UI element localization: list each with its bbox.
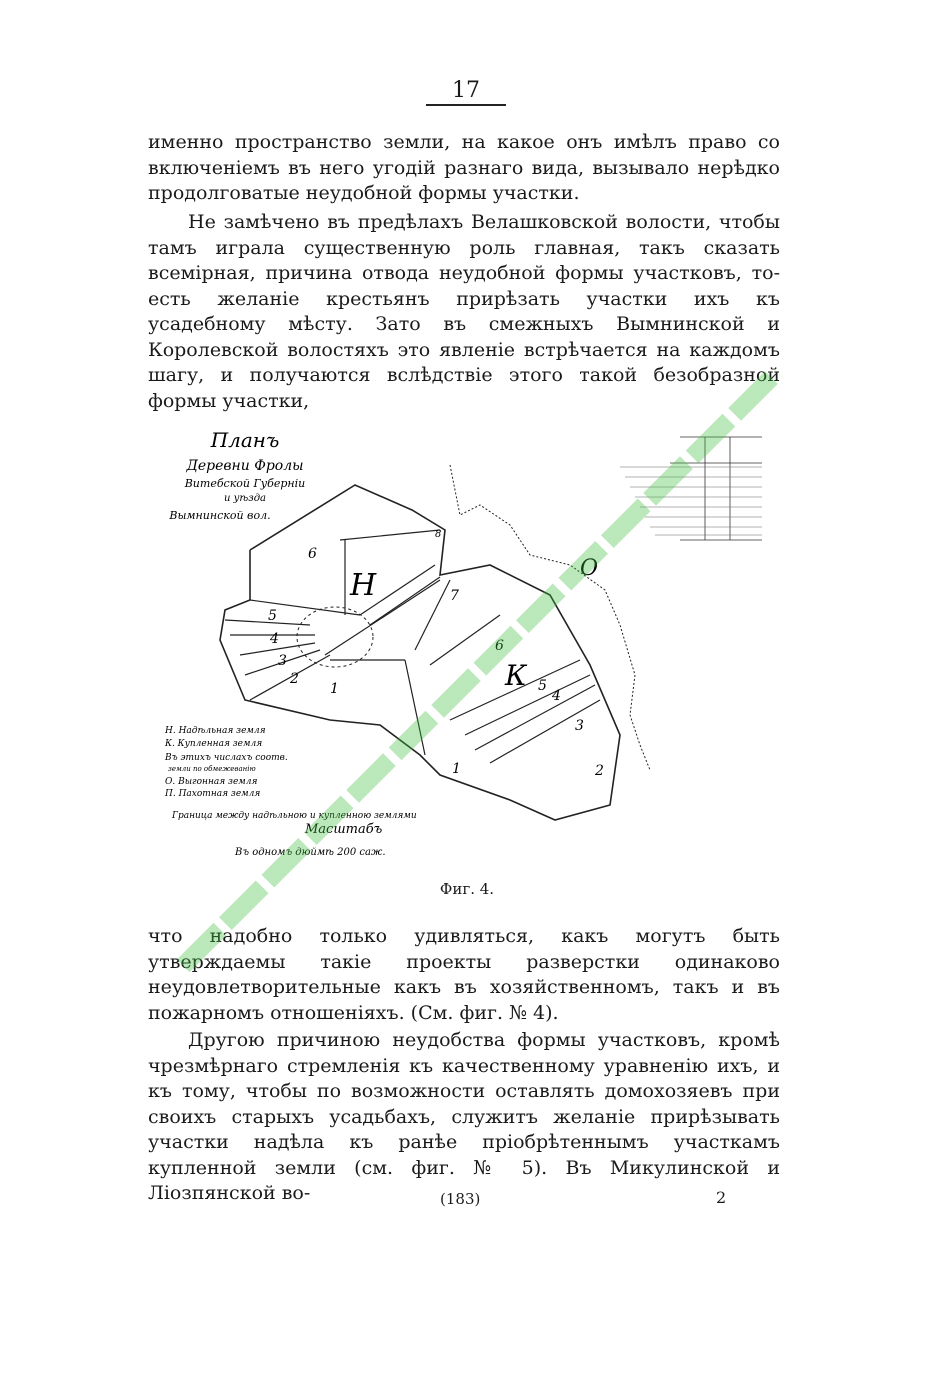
plot-number-right-3: 3 bbox=[575, 718, 584, 734]
footer-code: (183) bbox=[440, 1190, 481, 1208]
paragraph-3: что надобно только удивляться, какъ могутъ быть утверждаемы такіе проекты разверстки одинаково неудовлетворительные какъ въ хозяйственномъ, такъ и въ пожарномъ отношеніяхъ. (См. фиг. № 4). bbox=[148, 925, 780, 1024]
map-subtitle-4: Вымнинской вол. bbox=[169, 509, 271, 522]
plot-number-left-1: 1 bbox=[330, 681, 339, 697]
plot-number-left-5: 5 bbox=[268, 608, 277, 624]
area-letter-n: Н bbox=[350, 568, 377, 603]
plot-number-right-6: 6 bbox=[495, 638, 504, 654]
legend-5: О. Выгонная земля bbox=[165, 777, 258, 787]
plot-number-right-4: 4 bbox=[552, 688, 561, 704]
footer-signature: 2 bbox=[716, 1188, 727, 1207]
plot-number-right-7: 7 bbox=[450, 588, 459, 604]
paragraph-2: Не замѣчено въ предѣлахъ Велашковской волости, чтобы тамъ играла существенную роль главная, такъ сказать всемірная, причина отвода неудобной формы участковъ, то-есть желаніе крестьянъ прирѣзать участки ихъ къ усадебному мѣсту. Зато въ смежныхъ Вымнинской и Королевской волостяхъ это явленіе встрѣчается на каждомъ шагу, и получаются вслѣдствіе этого такой безобразной формы участки, bbox=[148, 211, 780, 412]
map-subtitle-1: Деревни Фролы bbox=[186, 458, 304, 474]
plot-number-right-5: 5 bbox=[538, 678, 547, 694]
legend-4: земли по обмежеванію bbox=[168, 765, 256, 773]
page-number: 17 bbox=[452, 78, 480, 103]
scale-title: Масштабъ bbox=[305, 822, 383, 837]
plot-small-label: 8 bbox=[435, 529, 442, 540]
scale-text: Въ одномъ дюймѣ 200 саж. bbox=[235, 847, 386, 858]
map-subtitle-2: Витебской Губерніи bbox=[184, 477, 306, 490]
legend-1: Н. Надѣльная земля bbox=[165, 726, 266, 736]
plot-number-right-2: 2 bbox=[595, 763, 604, 779]
figure-4-map bbox=[150, 415, 775, 870]
plot-number-left-2: 2 bbox=[290, 671, 299, 687]
map-title: Планъ bbox=[210, 428, 280, 452]
map-boundary bbox=[220, 465, 650, 820]
legend-6: П. Пахотная земля bbox=[165, 789, 261, 799]
plot-number-left-3: 3 bbox=[278, 653, 287, 669]
figure-caption: Фиг. 4. bbox=[439, 880, 495, 898]
legend-3: Въ этихъ числахъ соотв. bbox=[165, 753, 288, 763]
area-letter-o: О bbox=[580, 556, 599, 581]
plot-number-right-1: 1 bbox=[452, 761, 461, 777]
area-letter-k: К bbox=[505, 659, 527, 692]
boundary-note: Граница между надѣльною и купленною землями bbox=[172, 811, 417, 821]
plot-number-left-4: 4 bbox=[270, 631, 279, 647]
page-number-rule bbox=[426, 104, 506, 106]
paragraph-1: именно пространство земли, на какое онъ имѣлъ право со включеніемъ въ него угодій разнаго вида, вызывало нерѣдко продолговатые неудобной формы участки. bbox=[148, 131, 780, 204]
legend-2: К. Купленная земля bbox=[165, 739, 263, 749]
paragraph-4: Другою причиною неудобства формы участковъ, кромѣ чрезмѣрнаго стремленія къ качественному уравненію ихъ, и къ тому, чтобы по возможности оставлять домохозяевъ при своихъ старыхъ усадьбахъ, служитъ желаніе прирѣзывать участки надѣла къ ранѣе пріобрѣтеннымъ участкамъ купленной земли (см. фиг. № 5). Въ Микулинской и Ліозпянской во- bbox=[148, 1029, 780, 1204]
plot-number-left-6: 6 bbox=[308, 546, 317, 562]
map-subtitle-3: и уѣзда bbox=[224, 493, 266, 504]
